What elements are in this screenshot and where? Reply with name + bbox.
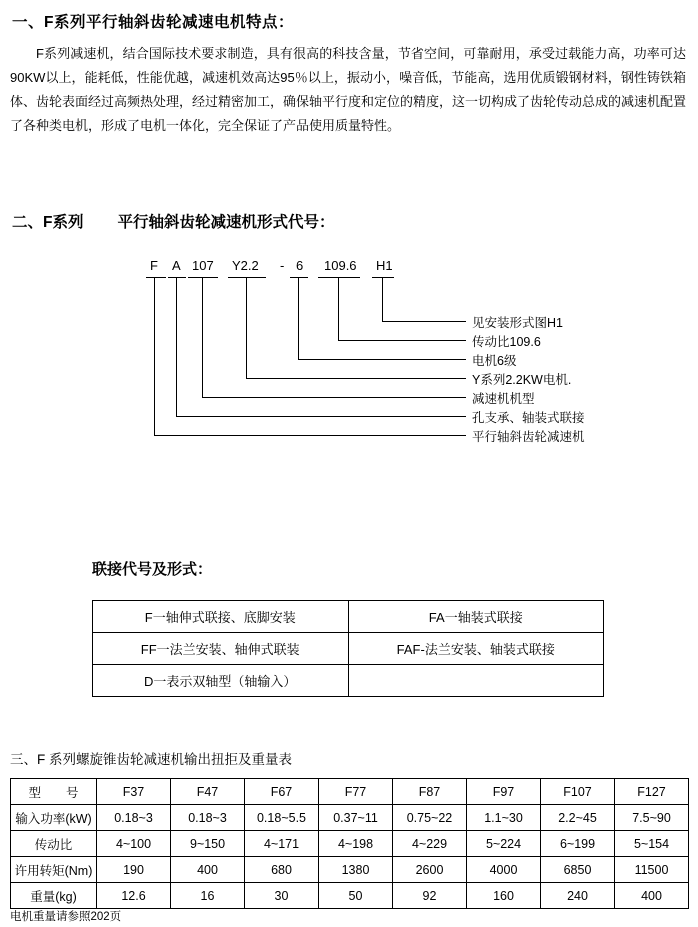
model-code-diagram [120,258,640,488]
leader-v-h1 [382,277,383,321]
spec-cell: 190 [97,857,171,883]
code-label-series: 平行轴斜齿轮减速机 [472,430,585,444]
code-label-type: 减速机机型 [472,392,535,406]
underline-f [146,277,166,278]
table-row [11,805,689,831]
spec-cell: 4~229 [393,831,467,857]
spec-cell: 2600 [393,857,467,883]
code-token-dash: - [280,258,285,273]
code-token-y22: Y2.2 [232,258,259,273]
leader-h-h1 [382,321,466,322]
leader-v-y22 [246,277,247,378]
connection-cell-empty [348,665,604,697]
spec-cell: 6850 [541,857,615,883]
spec-cell: 12.6 [97,883,171,909]
spec-row-label: 重量(kg) [11,883,97,909]
underline-1096 [318,277,360,278]
spec-header-f67: F67 [245,779,319,805]
code-label-ratio: 传动比109.6 [472,335,541,349]
spec-header-f107: F107 [541,779,615,805]
spec-cell: 1380 [319,857,393,883]
spec-header-f77: F77 [319,779,393,805]
leader-v-a [176,277,177,416]
underline-6 [290,277,308,278]
spec-cell: 400 [171,857,245,883]
spec-cell: 50 [319,883,393,909]
spec-header-f87: F87 [393,779,467,805]
code-token-f: F [150,258,158,273]
underline-h1 [372,277,394,278]
code-token-h1: H1 [376,258,393,273]
leader-h-f [154,435,466,436]
connection-cell: FAF-法兰安装、轴装式联接 [348,633,604,665]
spec-cell: 5~224 [467,831,541,857]
spec-cell: 92 [393,883,467,909]
spec-cell: 7.5~90 [615,805,689,831]
spec-table [10,778,689,909]
spec-cell: 16 [171,883,245,909]
spec-cell: 0.75~22 [393,805,467,831]
spec-header-f97: F97 [467,779,541,805]
code-token-a: A [172,258,181,273]
spec-row-label: 传动比 [11,831,97,857]
spec-header-f47: F47 [171,779,245,805]
code-label-mounting: 见安装形式图H1 [472,316,563,330]
spec-cell: 4~171 [245,831,319,857]
spec-cell: 240 [541,883,615,909]
spec-header-model: 型 号 [11,779,97,805]
code-token-1096: 109.6 [324,258,357,273]
table-row [93,665,604,697]
spec-cell: 6~199 [541,831,615,857]
spec-cell: 5~154 [615,831,689,857]
spec-cell: 2.2~45 [541,805,615,831]
leader-h-a [176,416,466,417]
table-row [93,601,604,633]
spec-cell: 9~150 [171,831,245,857]
spec-cell: 680 [245,857,319,883]
section3-title: 三、F 系列螺旋锥齿轮减速机输出扭拒及重量表 [10,752,292,767]
table-row [93,633,604,665]
section1-body: F系列减速机，结合国际技术要求制造，具有很高的科技含量，节省空间，可靠耐用，承受过载能力高，功率可达90KW以上，能耗低，性能优越，减速机效高达95％以上，振动小，噪音低，节能高，选用优质锻钢材料，钢性铸铁箱体、齿轮表面经过高频热处理，经过精密加工，确保轴平行度和定位的精度，这一切构成了齿轮传动总成的减速机配置了各种类电机，形成了电机一体化，完全保证了产品使用质量特性。 [10,46,687,133]
footnote: 电机重量请参照202页 [10,911,122,923]
code-token-6: 6 [296,258,304,273]
spec-cell: 0.18~3 [97,805,171,831]
leader-v-1096 [338,277,339,340]
spec-row-label: 许用转矩(Nm) [11,857,97,883]
spec-cell: 4~198 [319,831,393,857]
connection-cell: F一轴伸式联接、底脚安装 [93,601,349,633]
spec-cell: 11500 [615,857,689,883]
section2-title-part-a: 二、F系列 [12,214,84,231]
underline-a [168,277,186,278]
connection-cell: D一表示双轴型（轴输入） [93,665,349,697]
leader-h-1096 [338,340,466,341]
spec-cell: 0.37~11 [319,805,393,831]
leader-v-6 [298,277,299,359]
connection-title: 联接代号及形式： [92,561,213,578]
underline-107 [188,277,218,278]
section2-title [12,210,334,232]
connection-cell: FF一法兰安装、轴伸式联装 [93,633,349,665]
table-row [11,883,689,909]
code-label-motor: Y系列2.2KW电机. [472,373,572,387]
table-row [11,857,689,883]
leader-v-107 [202,277,203,397]
code-token-107: 107 [192,258,214,273]
spec-cell: 160 [467,883,541,909]
spec-cell: 4000 [467,857,541,883]
underline-y22 [228,277,266,278]
table-row [11,831,689,857]
leader-h-6 [298,359,466,360]
spec-cell: 400 [615,883,689,909]
section1-title: 一、F系列平行轴斜齿轮减速电机特点： [12,14,294,31]
spec-header-f37: F37 [97,779,171,805]
connection-table [92,600,604,697]
leader-h-y22 [246,378,466,379]
spec-cell: 1.1~30 [467,805,541,831]
table-header-row [11,779,689,805]
leader-v-f [154,277,155,435]
code-label-connection: 孔支承、轴装式联接 [472,411,585,425]
spec-cell: 0.18~3 [171,805,245,831]
code-label-poles: 电机6级 [472,354,517,368]
leader-h-107 [202,397,466,398]
spec-row-label: 输入功率(kW) [11,805,97,831]
spec-header-f127: F127 [615,779,689,805]
spec-cell: 0.18~5.5 [245,805,319,831]
spec-cell: 4~100 [97,831,171,857]
section2-title-part-b: 平行轴斜齿轮减速机形式代号： [117,214,335,231]
spec-cell: 30 [245,883,319,909]
connection-cell: FA一轴装式联接 [348,601,604,633]
